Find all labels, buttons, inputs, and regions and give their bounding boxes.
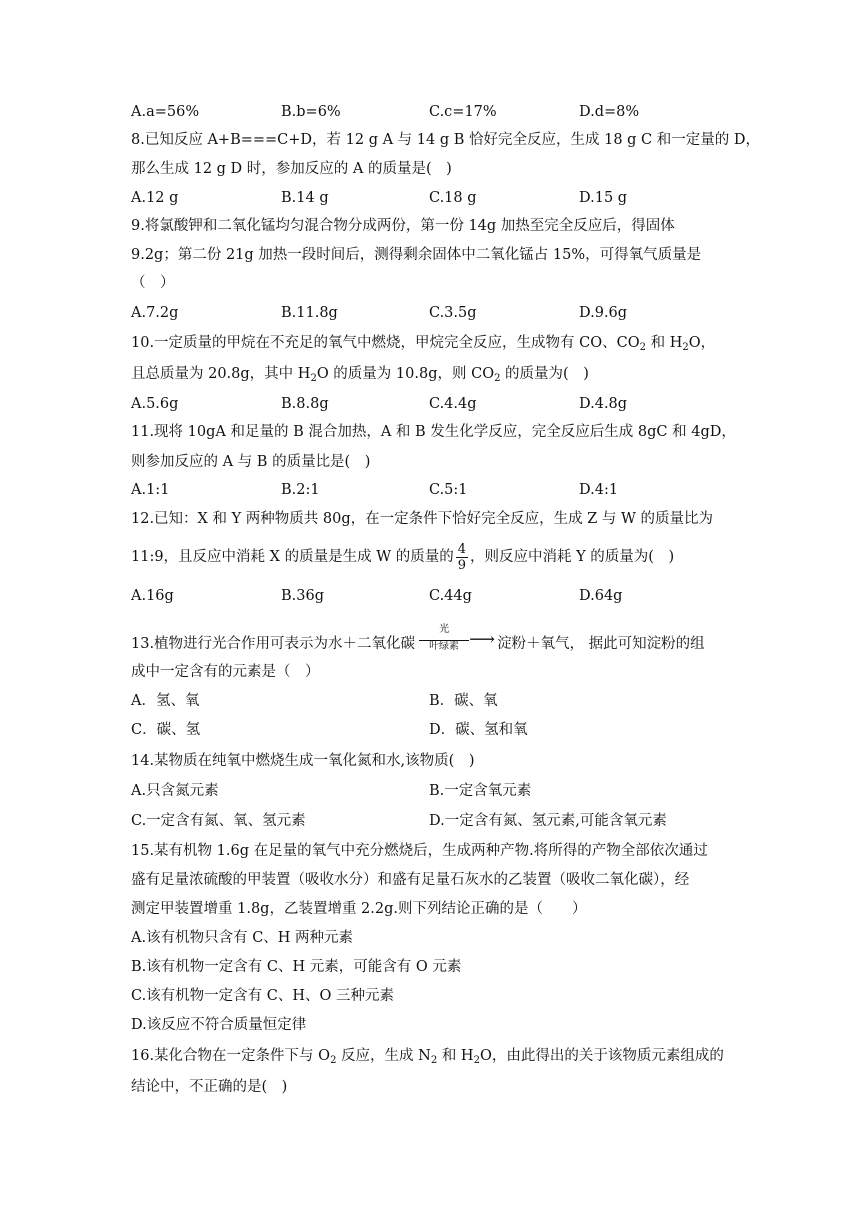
q15-stem-line3: 测定甲装置增重 1.8g，乙装置增重 2.2g.则下列结论正确的是（ ） [131,901,587,917]
q15-option-c: C.该有机物一定含有 C、H、O 三种元素 [131,988,395,1004]
option-d: D.4.8g [579,396,628,412]
option-b: B.11.8g [281,305,338,321]
option-b: B.8.8g [281,396,329,412]
q15-option-d: D.该反应不符合质量恒定律 [131,1017,307,1033]
q8-stem-line1: 8.已知反应 A+B===C+D，若 12 g A 与 14 g B 恰好完全反应，生成 18 g C 和一定量的 D， [131,132,760,148]
option-b: B.14 g [281,190,329,206]
option-c: C.18 g [429,190,477,206]
option-c: C.4.4g [429,396,477,412]
option-d: D.4:1 [579,482,619,498]
q14-stem-line1: 14.某物质在纯氧中燃烧生成一氧化氮和水,该物质( ) [131,753,475,769]
option-c: C.44g [429,588,472,604]
q16-stem-line1: 16.某化合物在一定条件下与 $O_2$ 反应，生成 $N_2$ 和 $H_2O$，由此得出的关于该物质元素组成的 [131,1048,724,1066]
q11-stem-line2: 则参加反应的 A 与 B 的质量比是( ) [131,454,371,470]
q9-stem-line2: 9.2g；第二份 21g 加热一段时间后，测得剩余固体中二氧化锰占 15%，可得氧气质量是 [131,247,702,263]
q12-stem-line2: 11:9，且反应中消耗 X 的质量是生成 W 的质量的 $\frac{4}{9}$ ，则反应中消耗 Y 的质量为( ) [131,541,675,573]
q9-stem-line3: （ ） [131,275,175,291]
option-a: A.5.6g [131,396,179,412]
q15-option-a: A.该有机物只含有 C、H 两种元素 [131,930,354,946]
option-a: A.7.2g [131,305,179,321]
option-c: C.3.5g [429,305,477,321]
q11-stem-line1: 11.现将 10gA 和足量的 B 混合加热，A 和 B 发生化学反应，完全反应后生成 8gC 和 4gD， [131,424,736,440]
option-a: A.12 g [131,190,179,206]
option-c: C.c=17% [429,104,497,120]
q10-stem-line1: 10.一定质量的甲烷在不充足的氧气中燃烧，甲烷完全反应，生成物有 CO、$CO_2$ 和 $H_2O$， [131,335,716,353]
option-a: A.1:1 [131,482,170,498]
option-c: C.5:1 [429,482,468,498]
q13-stem-line1: 13.植物进行光合作用可表示为水＋二氧化碳 光 叶绿素 ⟶ 淀粉＋氧气， 据此可知淀粉的组 [131,633,705,655]
q10-stem-line2: 且总质量为 20.8g，其中 $H_2O$ 的质量为 10.8g，则 $CO_2$ 的质量为( ) [131,366,589,384]
right-arrow-icon: ⟶ [469,629,495,650]
option-a: A.只含氮元素 [131,783,219,799]
option-d: D．碳、氢和氧 [429,722,528,738]
option-a: A．氢、氧 [131,693,200,709]
q13-stem-line2: 成中一定含有的元素是（ ） [131,664,320,680]
q15-option-b: B.该有机物一定含有 C、H 元素，可能含有 O 元素 [131,959,462,975]
reaction-arrow: 光 叶绿素 ⟶ [419,633,493,655]
q8-stem-line2: 那么生成 12 g D 时，参加反应的 A 的质量是( ) [131,161,452,177]
option-a: A.a=56% [131,104,200,120]
option-d: D.9.6g [579,305,628,321]
q12-stem-line1: 12.已知：X 和 Y 两种物质共 80g，在一定条件下恰好完全反应，生成 Z 与 W 的质量比为 [131,511,714,527]
option-d: D.一定含有氮、氢元素,可能含氧元素 [429,813,667,829]
q15-stem-line1: 15.某有机物 1.6g 在足量的氧气中充分燃烧后，生成两种产物.将所得的产物全部依次通过 [131,843,708,859]
option-c: C.一定含有氮、氧、氢元素 [131,813,306,829]
option-a: A.16g [131,588,174,604]
fraction: $\frac{4}{9}$ [457,541,467,573]
option-b: B.2:1 [281,482,320,498]
option-b: B.b=6% [281,104,341,120]
option-c: C．碳、氢 [131,722,201,738]
option-d: D.d=8% [579,104,640,120]
q15-stem-line2: 盛有足量浓硫酸的甲装置（吸收水分）和盛有足量石灰水的乙装置（吸收二氧化碳），经 [131,872,690,888]
option-d: D.15 g [579,190,628,206]
q16-stem-line2: 结论中，不正确的是( ) [131,1079,288,1095]
option-b: B.一定含氧元素 [429,783,532,799]
option-d: D.64g [579,588,623,604]
option-b: B.36g [281,588,324,604]
q9-stem-line1: 9.将氯酸钾和二氧化锰均匀混合物分成两份，第一份 14g 加热至完全反应后，得固体 [131,218,675,234]
option-b: B．碳、氧 [429,693,498,709]
